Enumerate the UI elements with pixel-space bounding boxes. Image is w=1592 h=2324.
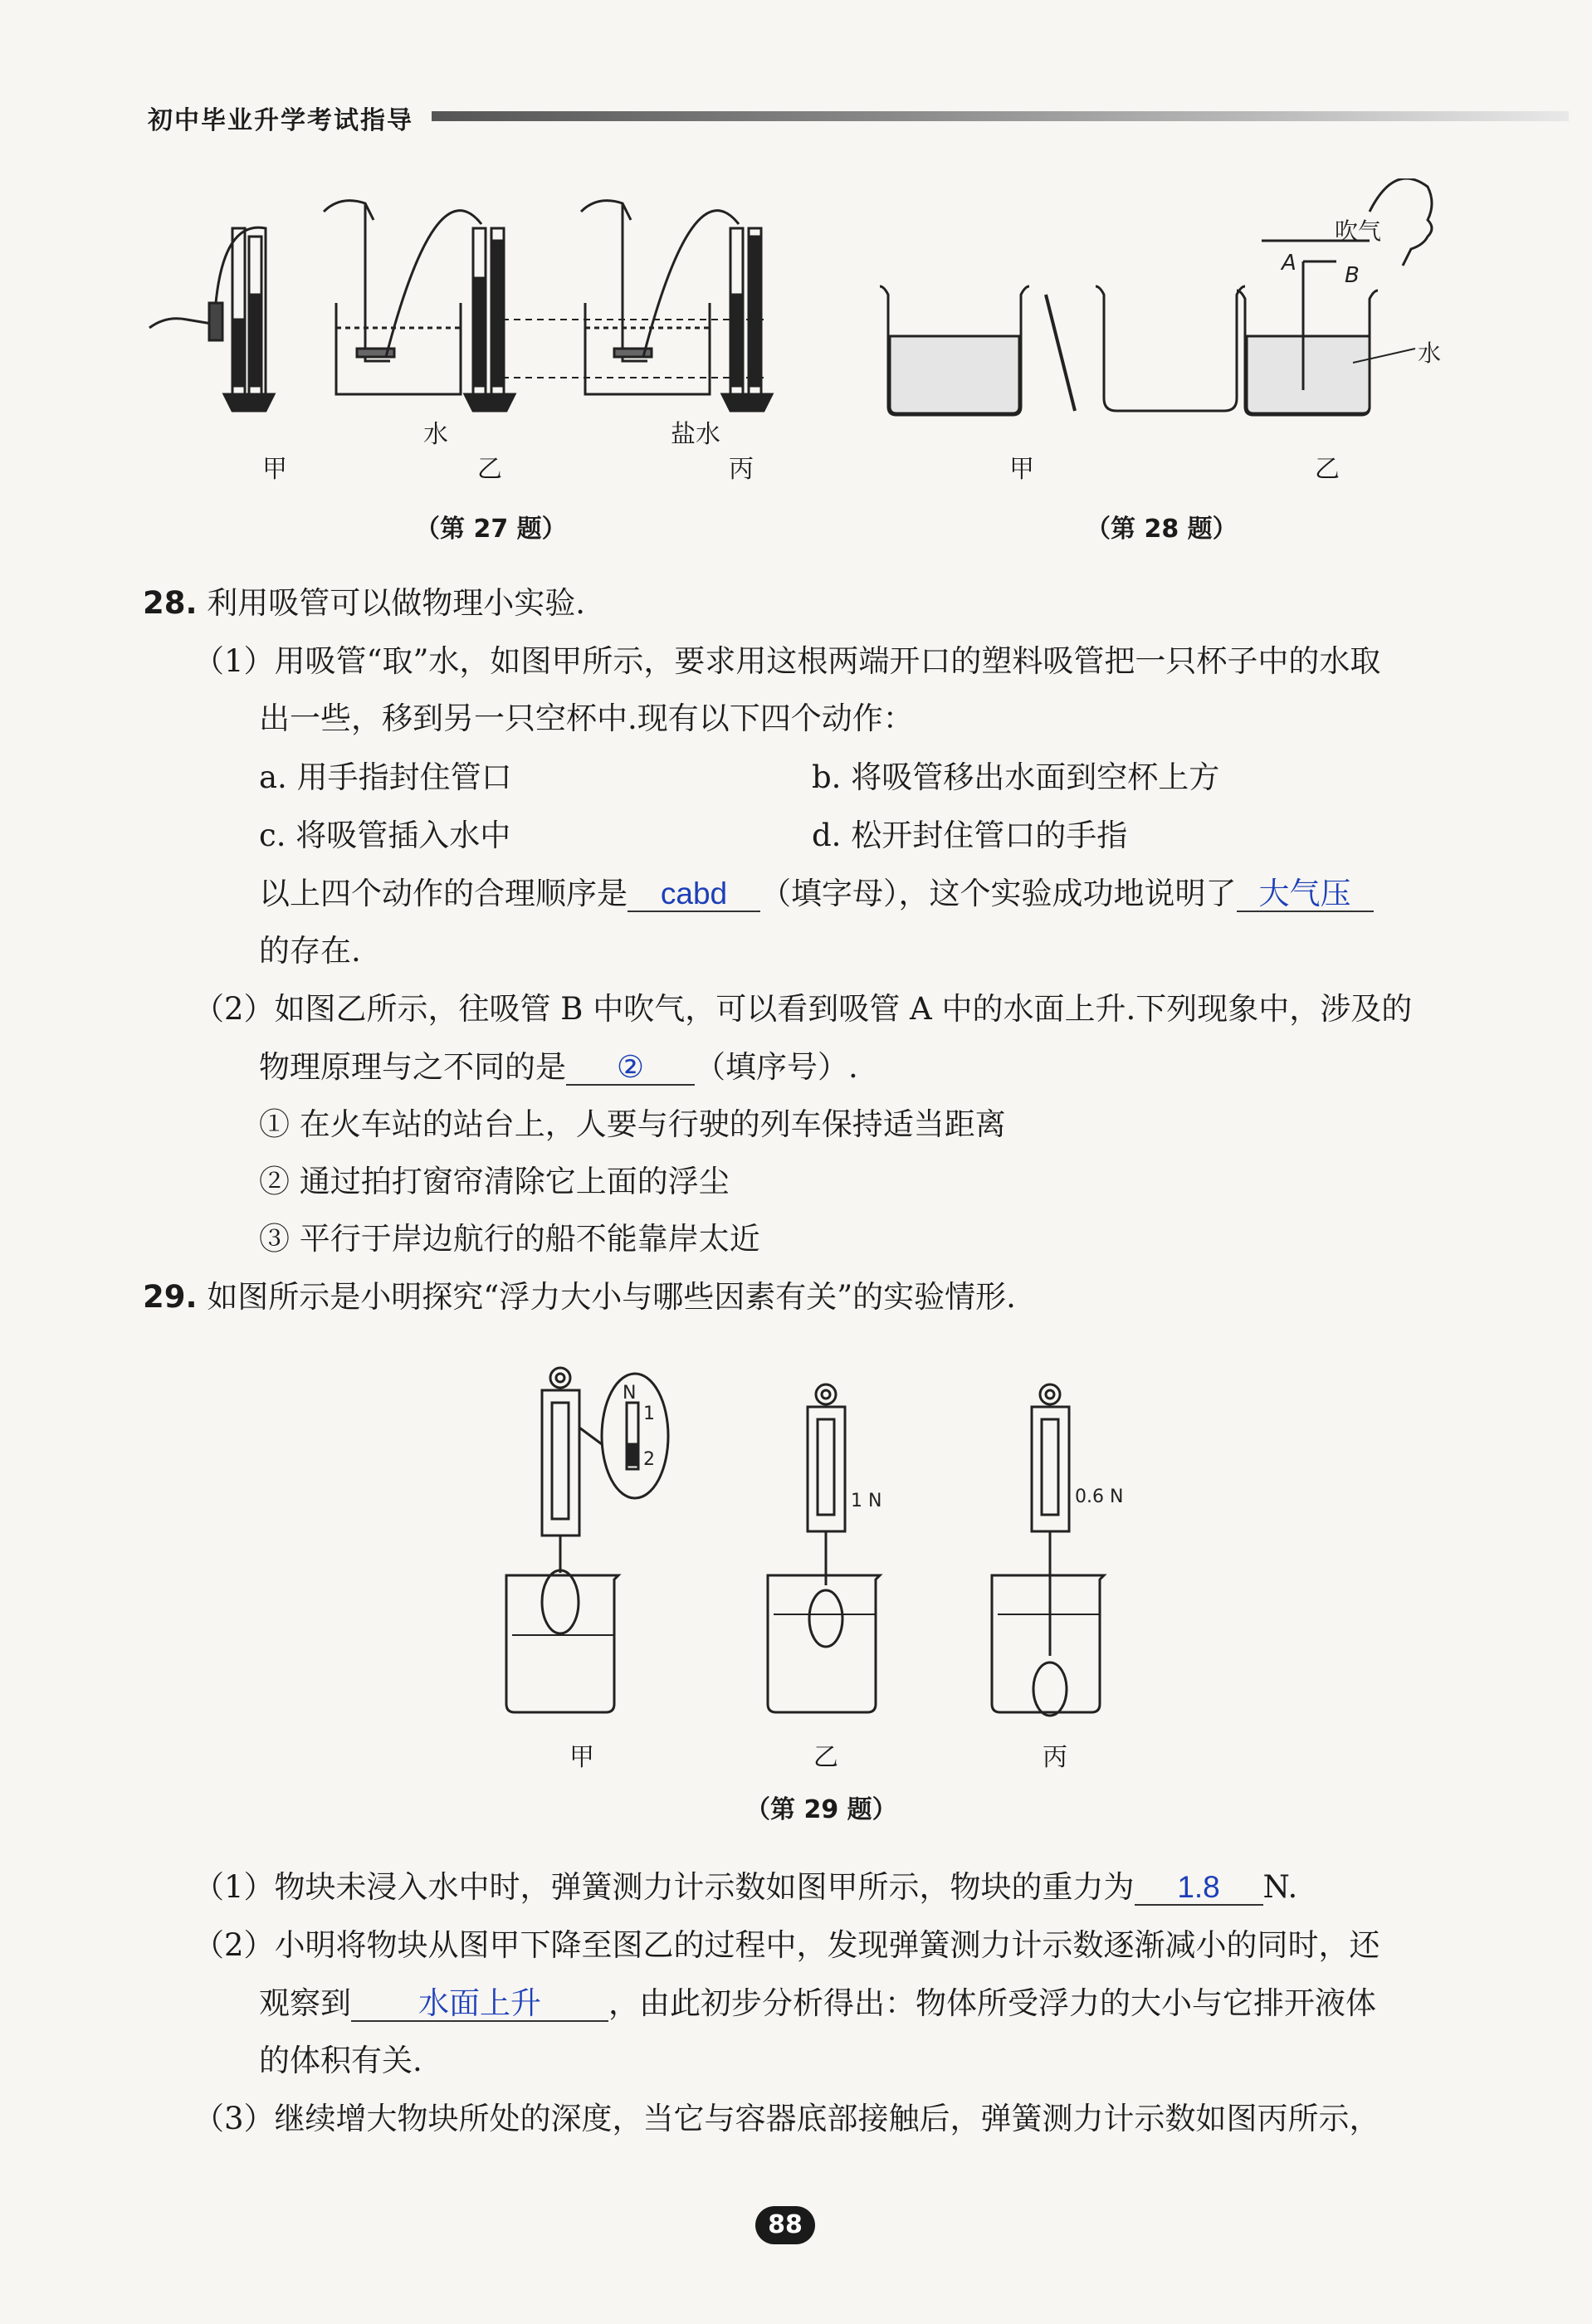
- fig29-scale-one: 1: [643, 1404, 655, 1424]
- fig29-reading-bing: 0.6 N: [1075, 1487, 1124, 1507]
- q28-action-b: b. 将吸管移出水面到空杯上方: [812, 759, 1220, 795]
- q29-p2-prefix: 观察到: [259, 1985, 351, 2021]
- q28-principle-answer: 大气压: [1237, 874, 1374, 912]
- q28-number: 28.: [143, 585, 198, 621]
- q28-action-d: d. 松开封住管口的手指: [812, 818, 1128, 853]
- q28-order-answer: cabd: [628, 874, 760, 912]
- q28-action-a: a. 用手指封住管口: [259, 759, 512, 795]
- header-rule: [432, 111, 1569, 121]
- q28-p1-line1: （1）用吸管“取”水，如图甲所示，要求用这根两端开口的塑料吸管把一只杯子中的水取: [193, 643, 1381, 679]
- q28-option-1: ① 在火车站的站台上，人要与行驶的列车保持适当距离: [259, 1106, 1006, 1142]
- fig27-saltwater-label: 盐水: [671, 420, 720, 449]
- q29-p2-line2: [259, 1984, 1376, 2024]
- fig29-scale-unit: N: [623, 1383, 637, 1404]
- q28-stem: [143, 583, 585, 623]
- q29-p1-suffix: N.: [1262, 1869, 1298, 1905]
- fig29-caption: （第 29 题）: [745, 1795, 897, 1824]
- fig29-label-jia: 甲: [569, 1743, 594, 1772]
- fig28-water-label: 水: [1418, 339, 1442, 367]
- q28-option-2: ② 通过拍打窗帘清除它上面的浮尘: [259, 1164, 730, 1199]
- q28-action-c: c. 将吸管插入水中: [259, 818, 511, 853]
- fig28-label-jia: 甲: [1009, 455, 1034, 484]
- fig29-scale-two: 2: [643, 1449, 655, 1470]
- q28-order-mid: （填字母），这个实验成功地说明了: [760, 876, 1237, 911]
- fig28-label-b: B: [1345, 263, 1360, 288]
- q28-p2-suffix: （填序号）.: [695, 1049, 858, 1085]
- fig29-reading-yi: 1 N: [851, 1491, 882, 1511]
- q28-stem-text: 利用吸管可以做物理小实验.: [207, 585, 586, 621]
- q29-p3-line1: （3）继续增大物块所处的深度，当它与容器底部接触后，弹簧测力计示数如图丙所示，: [193, 2101, 1380, 2136]
- q28-p1-line2: 出一些，移到另一只空杯中.现有以下四个动作：: [259, 701, 914, 736]
- fig27-water-label: 水: [423, 420, 448, 449]
- q29-stem-text: 如图所示是小明探究“浮力大小与哪些因素有关”的实验情形.: [207, 1279, 1016, 1315]
- q29-p2-suffix: ，由此初步分析得出：物体所受浮力的大小与它排开液体: [608, 1985, 1376, 2021]
- q28-option-3: ③ 平行于岸边航行的船不能靠岸太近: [259, 1221, 760, 1257]
- page-number: 88: [755, 2206, 815, 2244]
- figure-27: [133, 178, 847, 444]
- fig28-blow-label: 吹气: [1335, 217, 1382, 245]
- q29-p2-answer: 水面上升: [351, 1984, 608, 2022]
- q29-number: 29.: [143, 1279, 198, 1315]
- fig29-label-bing: 丙: [1043, 1743, 1067, 1772]
- header-title: 初中毕业升学考试指导: [148, 106, 413, 135]
- q29-p1-prefix: （1）物块未浸入水中时，弹簧测力计示数如图甲所示，物块的重力为: [193, 1869, 1135, 1905]
- q28-p2-answer: ②: [566, 1047, 695, 1086]
- q28-p2-line1: （2）如图乙所示，往吸管 B 中吹气，可以看到吸管 A 中的水面上升.下列现象中，涉及的: [193, 991, 1413, 1027]
- fig28-caption: （第 28 题）: [1086, 515, 1238, 544]
- q29-p2-line1: （2）小明将物块从图甲下降至图乙的过程中，发现弹簧测力计示数逐渐减小的同时，还: [193, 1927, 1380, 1963]
- q29-p1-answer: 1.8: [1135, 1868, 1263, 1906]
- fig27-label-yi: 乙: [477, 455, 502, 484]
- fig27-label-bing: 丙: [729, 455, 754, 484]
- fig27-label-jia: 甲: [262, 455, 287, 484]
- fig28-label-yi: 乙: [1315, 455, 1340, 484]
- q28-p2-prefix: 物理原理与之不同的是: [259, 1049, 566, 1085]
- fig28-label-a: A: [1282, 251, 1297, 276]
- q29-stem: [143, 1277, 1016, 1317]
- q29-p2-line3: 的体积有关.: [259, 2043, 422, 2078]
- q28-p2-line2: [259, 1047, 858, 1087]
- fig29-label-yi: 乙: [813, 1743, 838, 1772]
- q28-order-prefix: 以上四个动作的合理顺序是: [259, 876, 628, 911]
- q28-order-end: 的存在.: [259, 933, 361, 969]
- figure-28: [872, 178, 1453, 427]
- q28-order-line: [259, 874, 1374, 914]
- figure-29: [494, 1361, 1125, 1726]
- fig27-caption: （第 27 题）: [415, 515, 567, 544]
- q29-p1: [193, 1868, 1297, 1907]
